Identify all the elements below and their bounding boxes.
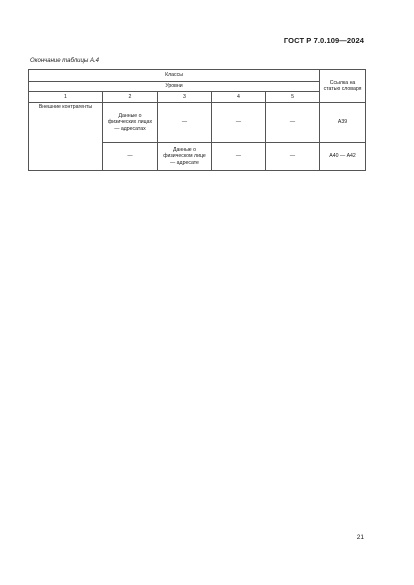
header-classes: Классы	[29, 70, 320, 82]
cell-ref: А40 — А42	[320, 143, 366, 171]
header-col-4: 4	[212, 92, 266, 103]
header-col-5: 5	[266, 92, 320, 103]
header-dictionary-ref: Ссылка на статью словаря	[320, 70, 366, 103]
header-levels: Уровни	[29, 82, 320, 92]
header-col-3: 3	[158, 92, 212, 103]
table-header-row-levels	[29, 82, 366, 92]
cell-level3: Данные о физическом лице — адресате	[158, 143, 212, 171]
cell-external-counterparties: Внешние контрагенты	[29, 103, 103, 171]
cell-level5: —	[266, 103, 320, 143]
cell-level2: —	[103, 143, 158, 171]
header-col-1: 1	[29, 92, 103, 103]
standard-header: ГОСТ Р 7.0.109—2024	[283, 36, 364, 45]
page-number: 21	[356, 534, 364, 541]
table-header-row-group	[29, 70, 366, 82]
cell-level4: —	[212, 103, 266, 143]
cell-level5: —	[266, 143, 320, 171]
table-row	[29, 103, 366, 143]
classification-table	[28, 69, 366, 171]
header-col-2: 2	[103, 92, 158, 103]
table-header-row-numbers	[29, 92, 366, 103]
cell-level4: —	[212, 143, 266, 171]
cell-level2: Данные о физических лицах — адресатах	[103, 103, 158, 143]
table-caption: Окончание таблицы А.4	[30, 58, 99, 64]
cell-level3: —	[158, 103, 212, 143]
cell-ref: А39	[320, 103, 366, 143]
